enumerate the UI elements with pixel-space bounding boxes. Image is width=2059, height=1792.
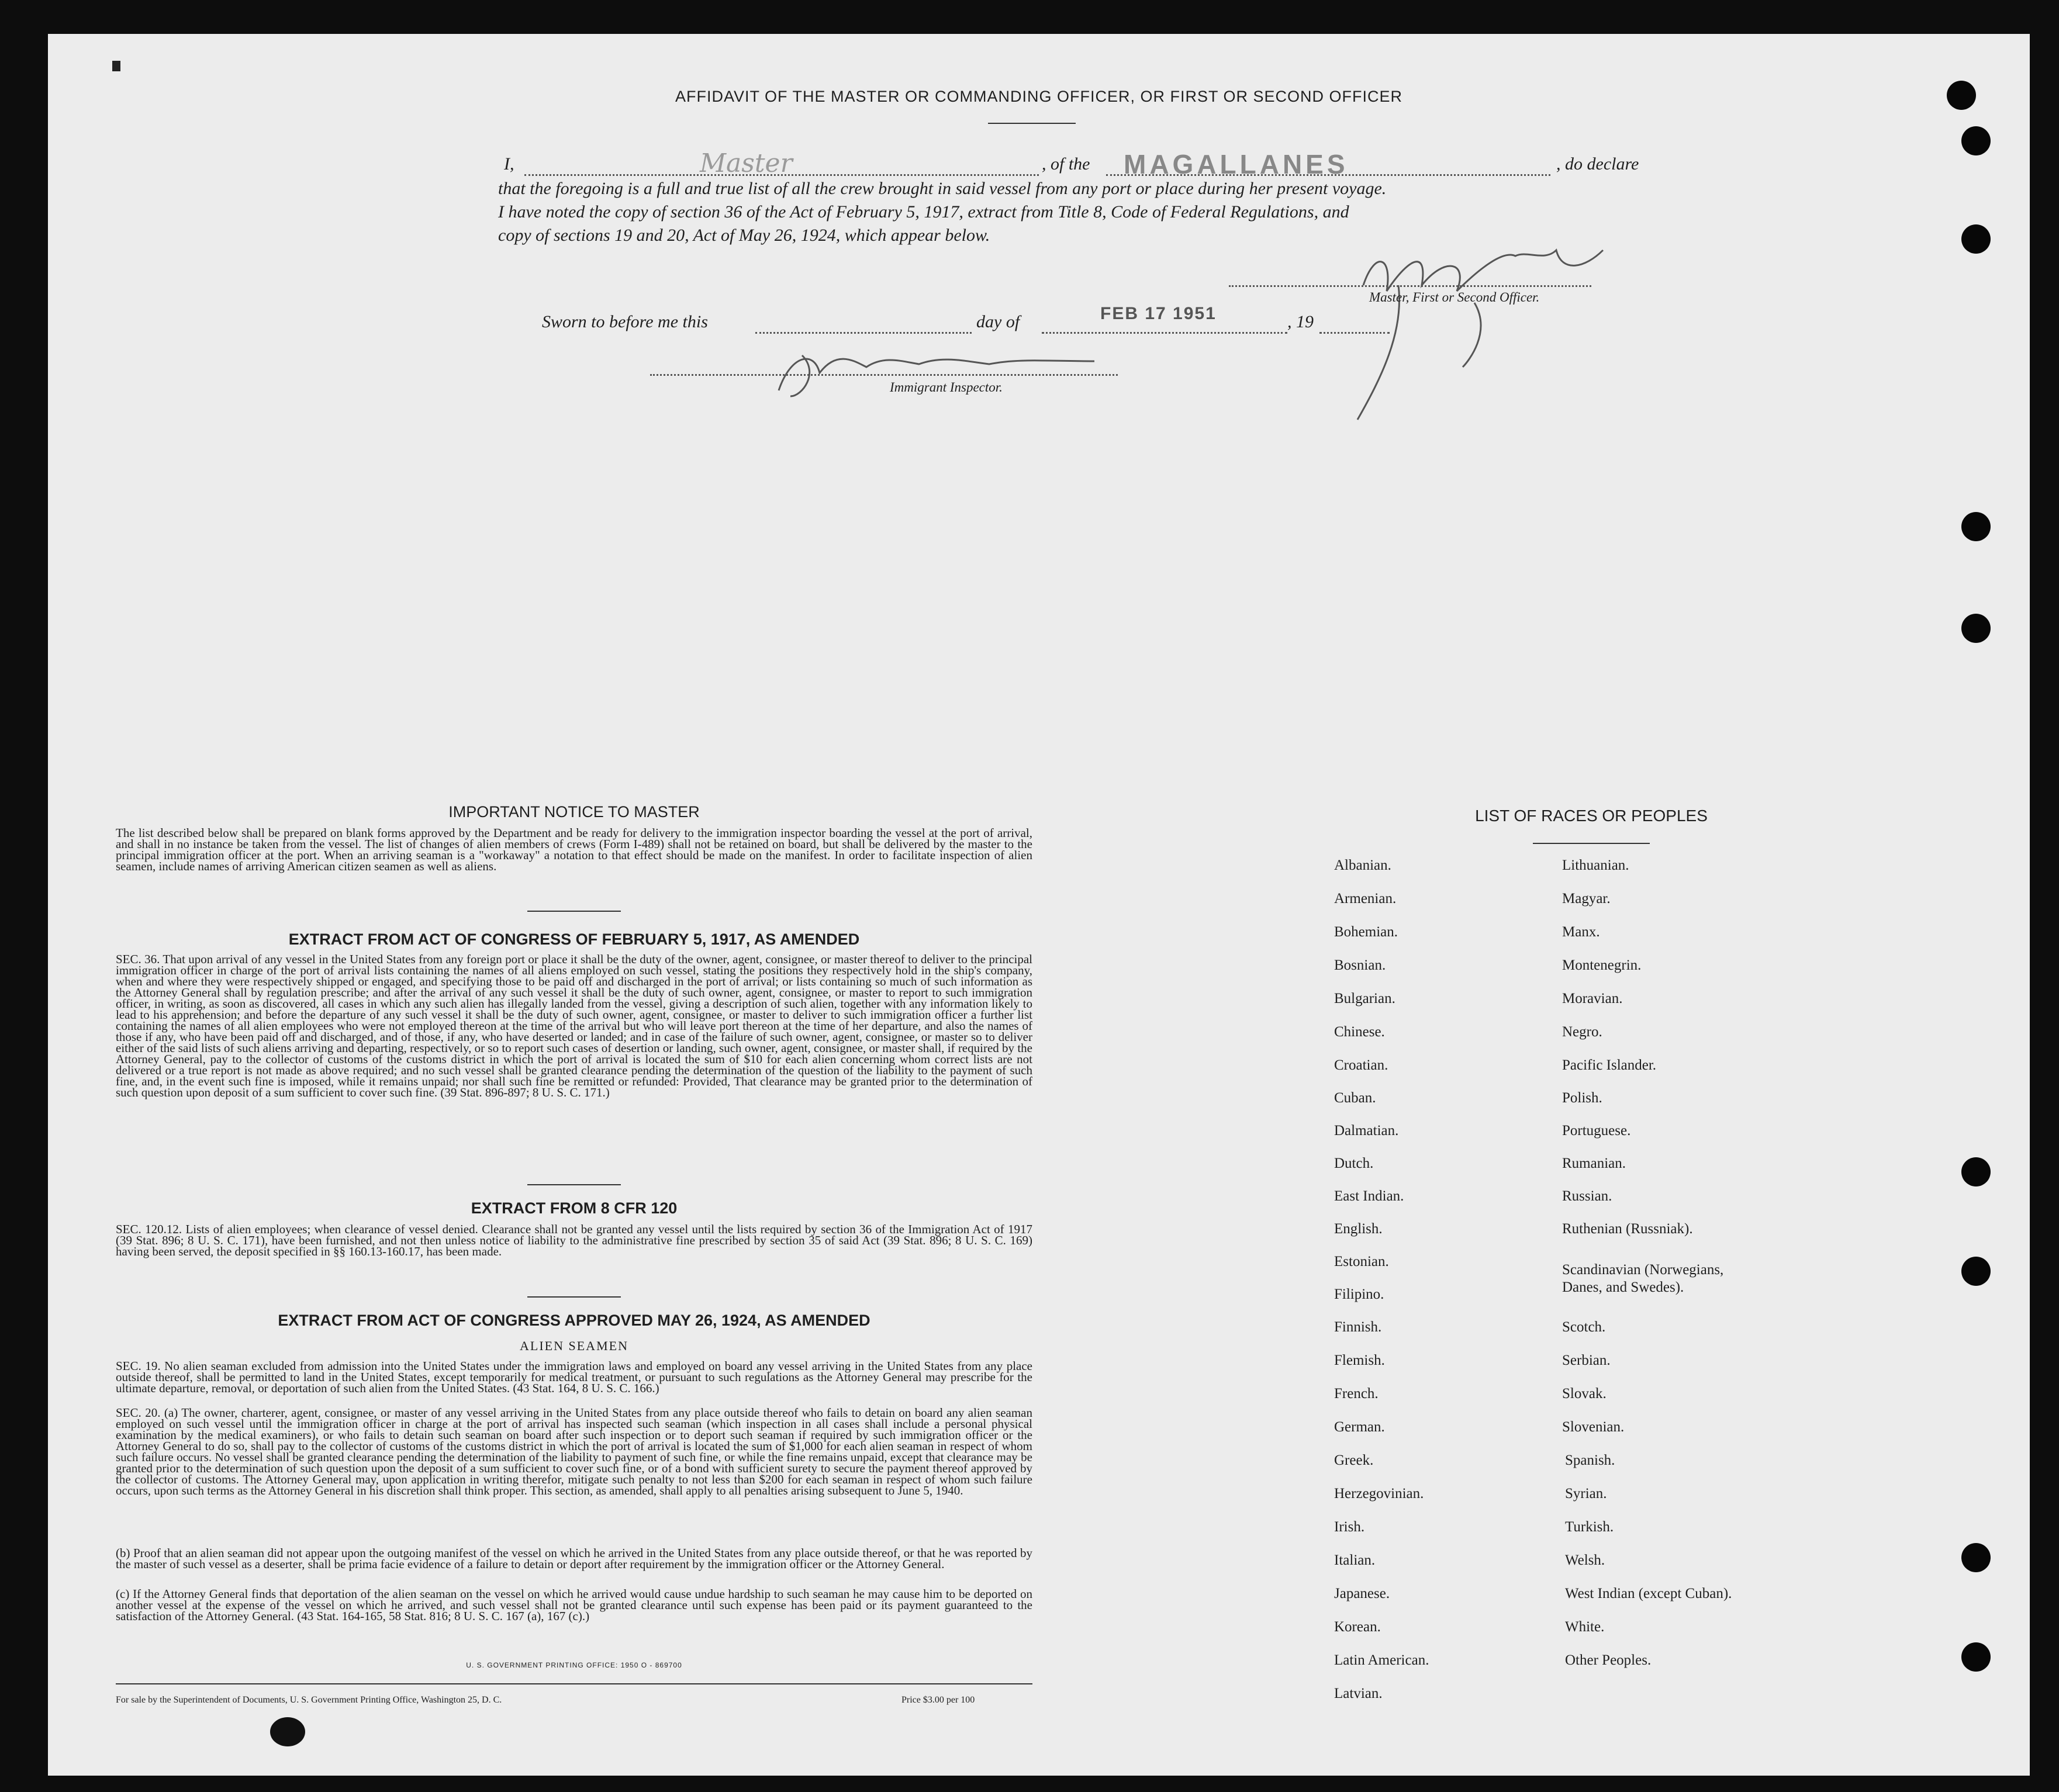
race-item: Syrian. xyxy=(1565,1486,1607,1502)
race-item: Pacific Islander. xyxy=(1562,1057,1657,1073)
punch-hole xyxy=(1961,1543,1991,1572)
race-item: Rumanian. xyxy=(1562,1156,1626,1171)
race-item: Scotch. xyxy=(1562,1319,1606,1335)
race-item: Lithuanian. xyxy=(1562,857,1629,873)
race-item: East Indian. xyxy=(1334,1188,1404,1204)
extract-1924-sec20a: SEC. 20. (a) The owner, charterer, agent, consignee, or master of any vessel arriving in the United States from any place outside thereof who fails to detain on board any alien seaman employed on such vessel until the immigration officer in charge at the port of arrival has inspected such seaman (which inspection in all cases shall include a personal physical examination by the medical examiners), or who fails to detain such seaman on board after such inspection or to deport such seaman if required by such immigration officer or the Attorney General to do so, shall pay to the collector of customs of the customs district in which the port of arrival is located the sum of $1,000 for each alien seaman in respect of whom such failure occurs. No vessel shall be granted clearance pending the determination of the liability to payment of such fine, or while the fine remains unpaid, except that clearance may be granted prior to the determination of such question upon the deposit of a sum sufficient to cover such fine, or of a bond with sufficient surety to secure the payment thereof approved by the collector of customs. The Attorney General may, upon application in writing therefor, mitigate such penalty to not less than $200 for each seaman in respect of whom such failure occurs, upon such terms as the Attorney General in his discretion shall think proper. This section, as amended, shall apply to all penalties arising subsequent to June 5, 1940. xyxy=(116,1406,1032,1497)
affidavit-line-4: copy of sections 19 and 20, Act of May 26, 1924, which appear below. xyxy=(498,226,990,245)
extract-1924-sec19: SEC. 19. No alien seaman excluded from admission into the United States under the immigration laws and employed on board any vessel arriving in the United States from any place outside thereof, shall be permitted to land in the United States, except temporarily for medical treatment, or pursuant to such regulations as the Attorney General may prescribe for the ultimate departure, removal, or deportation of such alien from the United States. (43 Stat. 164, 8 U. S. C. 166.) xyxy=(116,1359,1032,1395)
master-signature-label: Master, First or Second Officer. xyxy=(1369,290,1540,305)
inspector-signature-line xyxy=(650,374,1118,376)
year-line xyxy=(1319,332,1390,334)
race-item: Finnish. xyxy=(1334,1319,1382,1335)
of-the-label: , of the xyxy=(1042,154,1090,174)
race-item: Estonian. xyxy=(1334,1254,1389,1269)
race-item: Russian. xyxy=(1562,1188,1612,1204)
year-prefix-label: , 19 xyxy=(1287,312,1314,331)
notice-rule xyxy=(527,911,621,912)
race-item: Ruthenian (Russniak). xyxy=(1562,1221,1693,1237)
race-item: Other Peoples. xyxy=(1565,1652,1652,1668)
punch-hole xyxy=(1961,1642,1991,1672)
race-item: Filipino. xyxy=(1334,1286,1384,1302)
sworn-label: Sworn to before me this xyxy=(542,312,708,331)
race-item: Bosnian. xyxy=(1334,957,1386,973)
notice-title: IMPORTANT NOTICE TO MASTER xyxy=(448,803,700,821)
extract-1924-sec20b: (b) Proof that an alien seaman did not appear upon the outgoing manifest of the vessel on which he arrived in the United States from any place outside thereof, or that he was reported by the master of such vessel as a deserter, shall be prima facie evidence of a failure to detain or deport after requirement by the immigration officer or the Attorney General. xyxy=(116,1546,1032,1571)
master-signature-line xyxy=(1229,285,1591,287)
race-item: French. xyxy=(1334,1386,1379,1402)
race-item: Slovak. xyxy=(1562,1386,1607,1402)
race-item: Slovenian. xyxy=(1562,1419,1625,1435)
races-rule xyxy=(1533,843,1650,844)
race-item: Croatian. xyxy=(1334,1057,1388,1073)
extract-cfr-title: EXTRACT FROM 8 CFR 120 xyxy=(471,1199,678,1217)
race-item: Albanian. xyxy=(1334,857,1391,873)
gpo-imprint: U. S. GOVERNMENT PRINTING OFFICE: 1950 O - 869700 xyxy=(466,1661,682,1669)
extract-cfr-rule xyxy=(527,1296,621,1298)
affidavit-line-3: I have noted the copy of section 36 of the Act of February 5, 1917, extract from Title 8, Code of Federal Regulations, and xyxy=(498,202,1349,222)
race-item: Armenian. xyxy=(1334,891,1397,907)
races-title: LIST OF RACES OR PEOPLES xyxy=(1475,807,1708,825)
race-item: Dutch. xyxy=(1334,1156,1374,1171)
race-item: Irish. xyxy=(1334,1519,1365,1535)
race-item: Welsh. xyxy=(1565,1552,1605,1568)
document-page xyxy=(48,34,2030,1776)
price-notice: Price $3.00 per 100 xyxy=(901,1695,975,1705)
do-declare-label: , do declare xyxy=(1556,154,1639,174)
race-item: Japanese. xyxy=(1334,1586,1390,1601)
race-item: Flemish. xyxy=(1334,1352,1385,1368)
inspector-label: Immigrant Inspector. xyxy=(890,380,1003,395)
race-item: Manx. xyxy=(1562,924,1600,940)
race-item: English. xyxy=(1334,1221,1383,1237)
extract-1924-title: EXTRACT FROM ACT OF CONGRESS APPROVED MAY 26, 1924, AS AMENDED xyxy=(278,1312,870,1329)
punch-hole xyxy=(1961,224,1991,254)
race-item: Magyar. xyxy=(1562,891,1611,907)
race-item: Dalmatian. xyxy=(1334,1123,1399,1139)
notice-body: The list described below shall be prepared on blank forms approved by the Department and be ready for delivery to the immigration inspector boarding the vessel at the port of arrival, and shall in no instance be taken from the vessel. The list of changes of alien members of crews (Form I-489) shall not be retained on board, but shall be delivered by the master to the principal immigration officer at the port. When an arriving seaman is a "workaway" a notation to that effect should be made on the manifest. In order to facilitate inspection of alien seamen, include names of arriving American citizen seamen as well as aliens. xyxy=(116,826,1032,873)
race-item: Chinese. xyxy=(1334,1024,1385,1040)
master-signature xyxy=(1340,215,1621,425)
extract-1917-rule xyxy=(527,1184,621,1185)
race-item: Latin American. xyxy=(1334,1652,1429,1668)
punch-hole xyxy=(1961,1257,1991,1286)
affidavit-line-2: that the foregoing is a full and true list of all the crew brought in said vessel from any port or place during her present voyage. xyxy=(498,179,1387,198)
punch-hole xyxy=(1961,512,1991,541)
punch-hole xyxy=(1961,614,1991,643)
day-of-label: day of xyxy=(976,312,1020,331)
race-item: Polish. xyxy=(1562,1090,1602,1106)
race-item: Herzegovinian. xyxy=(1334,1486,1424,1502)
ink-speck xyxy=(112,61,120,71)
extract-1924-sec20c: (c) If the Attorney General finds that deportation of the alien seaman on the vessel on which he arrived would cause undue hardship to such seaman he may cause him to be deported on another vessel at the expense of the vessel on which he arrived, and such vessel shall not be granted clearance until such expense has been paid or its payment guaranteed to the satisfaction of the Attorney General. (43 Stat. 164-165, 58 Stat. 816; 8 U. S. C. 167 (a), 167 (c).) xyxy=(116,1587,1032,1623)
race-item: Turkish. xyxy=(1565,1519,1614,1535)
race-item: Scandinavian (Norwegians, Danes, and Swedes). xyxy=(1562,1262,1724,1295)
affidavit-i-label: I, xyxy=(504,154,514,174)
race-item: Montenegrin. xyxy=(1562,957,1642,973)
footer-rule xyxy=(116,1683,1032,1684)
ink-blot xyxy=(270,1717,305,1746)
race-item: Greek. xyxy=(1334,1452,1374,1468)
race-item: Spanish. xyxy=(1565,1452,1615,1468)
race-item: Cuban. xyxy=(1334,1090,1376,1106)
sale-notice: For sale by the Superintendent of Documents, U. S. Government Printing Office, Washington 25, D. C. xyxy=(116,1695,502,1705)
race-item: German. xyxy=(1334,1419,1385,1435)
sworn-month-line xyxy=(1042,332,1287,334)
race-item: Bohemian. xyxy=(1334,924,1398,940)
sworn-day-line xyxy=(755,332,972,334)
extract-1917-title: EXTRACT FROM ACT OF CONGRESS OF FEBRUARY 5, 1917, AS AMENDED xyxy=(288,930,860,948)
race-item: Bulgarian. xyxy=(1334,991,1395,1006)
affidavit-title: AFFIDAVIT OF THE MASTER OR COMMANDING OFFICER, OR FIRST OR SECOND OFFICER xyxy=(675,88,1403,105)
date-stamp: FEB 17 1951 xyxy=(1100,304,1217,323)
race-item: Serbian. xyxy=(1562,1352,1611,1368)
race-item: Moravian. xyxy=(1562,991,1623,1006)
rank-line xyxy=(524,174,1039,176)
punch-hole xyxy=(1961,126,1991,155)
title-rule xyxy=(988,123,1076,124)
punch-hole xyxy=(1947,81,1976,110)
race-item: Portuguese. xyxy=(1562,1123,1631,1139)
race-item: Latvian. xyxy=(1334,1686,1383,1701)
race-item: Italian. xyxy=(1334,1552,1376,1568)
race-item: Korean. xyxy=(1334,1619,1381,1635)
race-item: Negro. xyxy=(1562,1024,1602,1040)
vessel-name-stamp: MAGALLANES xyxy=(1124,149,1349,179)
handwritten-rank: Master xyxy=(700,148,793,178)
punch-hole xyxy=(1961,1157,1991,1186)
extract-1924-subtitle: ALIEN SEAMEN xyxy=(520,1338,628,1353)
extract-1917-body: SEC. 36. That upon arrival of any vessel in the United States from any foreign port or place it shall be the duty of the owner, agent, consignee, or master thereof to deliver to the principal immigration officer in charge of the port of arrival lists containing the names of all aliens employed on such vessel, stating the positions they respectively hold in the ship's company, when and where they were respectively shipped or engaged, and specifying those to be paid off and discharged in the port of arrival; or lists containing so much of such information as the Attorney General shall by regulation prescribe; and after the arrival of any such vessel it shall be the duty of such owner, agent, consignee, or master to report to such immigration officer, in writing, as soon as discovered, all cases in which any such alien has illegally landed from the vessel, giving a description of such alien, together with any information likely to lead to his apprehension; and before the departure of any such vessel it shall be the duty of such owner, agent, consignee, or master to deliver to such immigration officer a further list containing the names of all alien employees who were not employed thereon at the time of the arrival but who will leave port thereon at the time of her departure, and also the names of those if any, who have been paid off and discharged, and of those, if any, who have deserted or landed; and in case of the failure of such owner, agent, consignee, or master so to deliver either of the said lists of such aliens arriving and departing, respectively, or so to report such cases of desertion or landing, such owner, agent, consignee, or master shall, if required by the Attorney General, pay to the collector of customs of the customs district in which the port of arrival is located the sum of $10 for each alien concerning whom correct lists are not delivered or a true report is not made as above required; and no such vessel shall be granted clearance pending the determination of the question of the liability to the payment of such fine, and, in the event such fine is imposed, while it remains unpaid; nor shall such fine be remitted or refunded: Provided, That clearance may be granted prior to the determination of such question upon deposit of a sum sufficient to cover such fine. (39 Stat. 896-897; 8 U. S. C. 171.) xyxy=(116,952,1032,1099)
race-item: West Indian (except Cuban). xyxy=(1565,1586,1732,1601)
vessel-line xyxy=(1106,174,1550,176)
race-item: White. xyxy=(1565,1619,1605,1635)
extract-cfr-body: SEC. 120.12. Lists of alien employees; when clearance of vessel denied. Clearance shall not be granted any vessel until the lists required by section 36 of the Immigration Act of 1917 (39 Stat. 896; 8 U. S. C. 171), have been furnished, and not then unless notice of liability to the administrative fine prescribed by section 35 of said Act (39 Stat. 896; 8 U. S. C. 169) having been served, the deposit specified in §§ 160.13-160.17, has been made. xyxy=(116,1222,1032,1258)
